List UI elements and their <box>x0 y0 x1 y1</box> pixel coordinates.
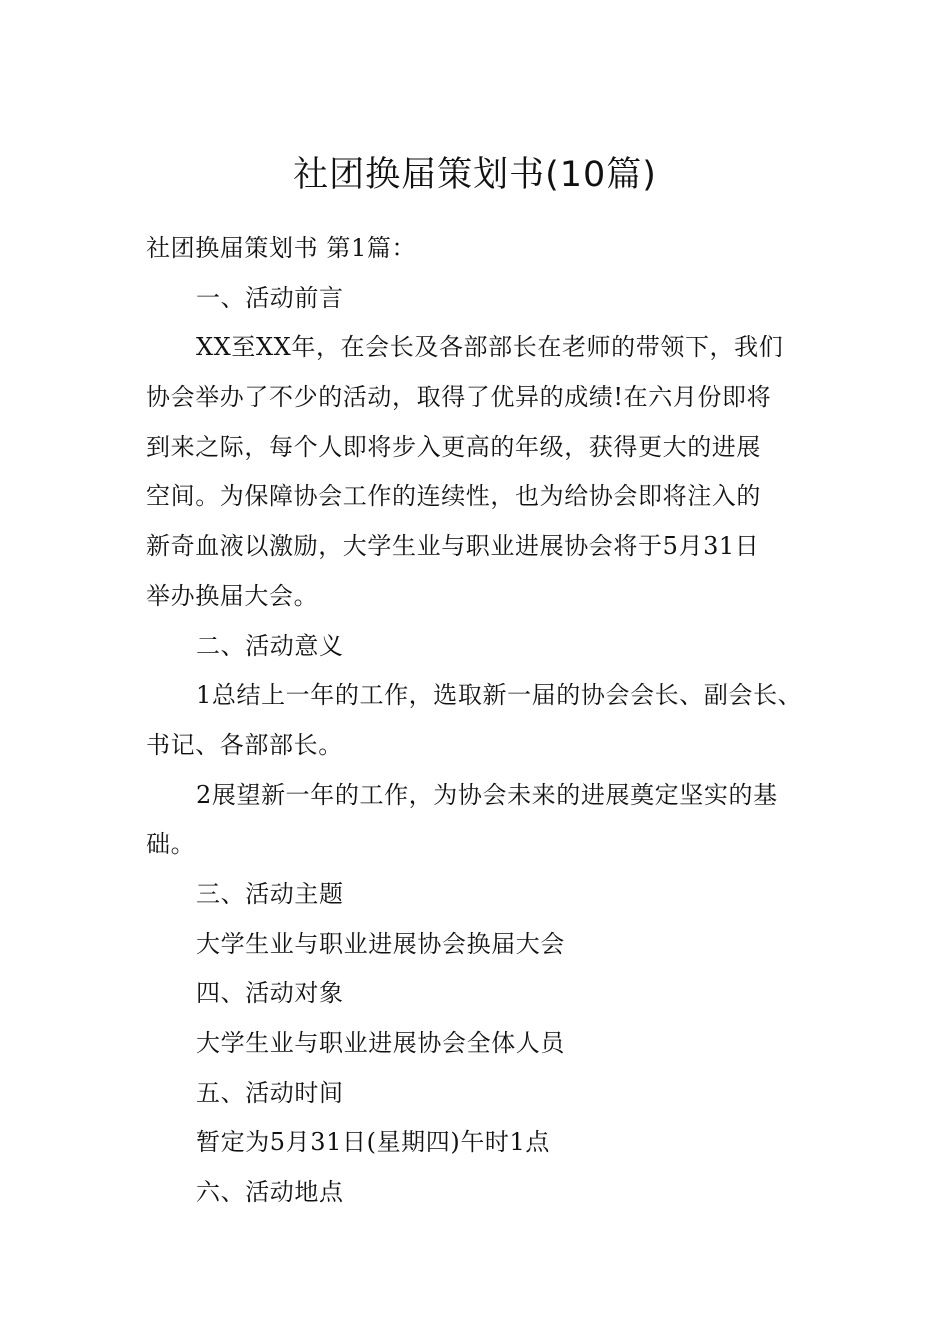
paragraph-line: 1总结上一年的工作，选取新一届的协会会长、副会长、 <box>196 681 803 710</box>
section-heading: 五、活动时间 <box>196 1078 344 1107</box>
paragraph-line: 大学生业与职业进展协会全体人员 <box>196 1029 565 1057</box>
paragraph-line: 书记、各部部长。 <box>146 730 343 759</box>
paragraph-line: 新奇血液以激励，大学生业与职业进展协会将于5月31日 <box>146 532 760 561</box>
paragraph-line: 大学生业与职业进展协会换届大会 <box>196 929 565 958</box>
section-heading: 六、活动地点 <box>196 1178 344 1207</box>
paragraph-line: 空间。为保障协会工作的连续性，也为给协会即将注入的 <box>146 482 761 511</box>
section-heading: 四、活动对象 <box>196 979 344 1008</box>
paragraph-line: 协会举办了不少的活动，取得了优异的成绩!在六月份即将 <box>146 383 772 412</box>
document-body <box>146 224 816 1218</box>
section-heading: 一、活动前言 <box>196 283 344 312</box>
paragraph-line: 础。 <box>146 830 196 859</box>
text-line: 社团换届策划书 第1篇： <box>146 234 417 262</box>
section-heading: 二、活动意义 <box>196 631 344 660</box>
paragraph-line: XX至XX年，在会长及各部部长在老师的带领下，我们 <box>196 333 784 362</box>
paragraph-line: 到来之际，每个人即将步入更高的年级，获得更大的进展 <box>146 432 761 461</box>
section-heading: 三、活动主题 <box>196 879 344 908</box>
paragraph-line: 2展望新一年的工作，为协会未来的进展奠定坚实的基 <box>196 780 778 809</box>
paragraph-line: 举办换届大会。 <box>146 581 319 610</box>
paragraph-line: 暂定为5月31日(星期四)午时1点 <box>196 1128 551 1157</box>
document-title: 社团换届策划书(10篇) <box>293 155 657 196</box>
